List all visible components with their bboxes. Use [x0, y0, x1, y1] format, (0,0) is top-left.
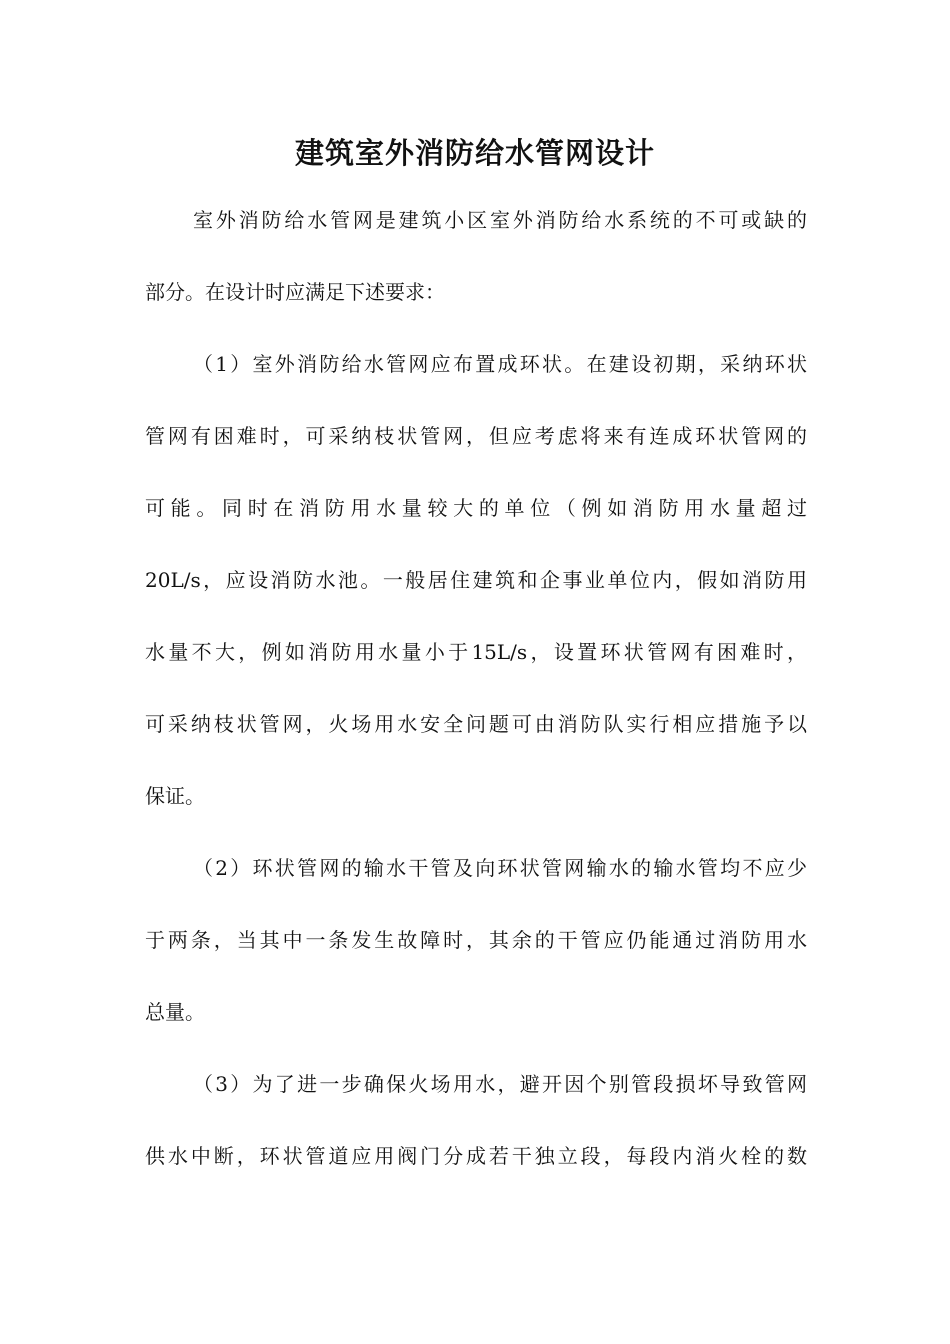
paragraph-line: 管网有困难时，可采纳枝状管网，但应考虑将来有连成环状管网的 — [145, 424, 807, 448]
paragraph-line: （1）室外消防给水管网应布置成环状。在建设初期，采纳环状 — [193, 352, 807, 376]
document-body — [145, 184, 807, 1192]
paragraph-line: 水量不大，例如消防用水量小于15L/s，设置环状管网有困难时， — [145, 640, 807, 664]
paragraph-line: 20L/s，应设消防水池。一般居住建筑和企事业单位内，假如消防用 — [145, 568, 807, 592]
paragraph-line: 总量。 — [145, 1000, 205, 1024]
paragraph-line: 部分。在设计时应满足下述要求： — [145, 280, 445, 304]
paragraph-line: 保证。 — [145, 784, 205, 808]
paragraph-line: 可能。同时在消防用水量较大的单位（例如消防用水量超过 — [145, 496, 807, 520]
paragraph-line: （2）环状管网的输水干管及向环状管网输水的输水管均不应少 — [193, 856, 807, 880]
document-title: 建筑室外消防给水管网设计 — [294, 136, 655, 170]
paragraph-line: 可采纳枝状管网，火场用水安全问题可由消防队实行相应措施予以 — [145, 712, 807, 736]
paragraph-line: （3）为了进一步确保火场用水，避开因个别管段损坏导致管网 — [193, 1072, 807, 1096]
paragraph-line: 供水中断，环状管道应用阀门分成若干独立段，每段内消火栓的数 — [145, 1144, 807, 1168]
paragraph-line: 室外消防给水管网是建筑小区室外消防给水系统的不可或缺的 — [193, 208, 807, 232]
paragraph-line: 于两条，当其中一条发生故障时，其余的干管应仍能通过消防用水 — [145, 928, 807, 952]
